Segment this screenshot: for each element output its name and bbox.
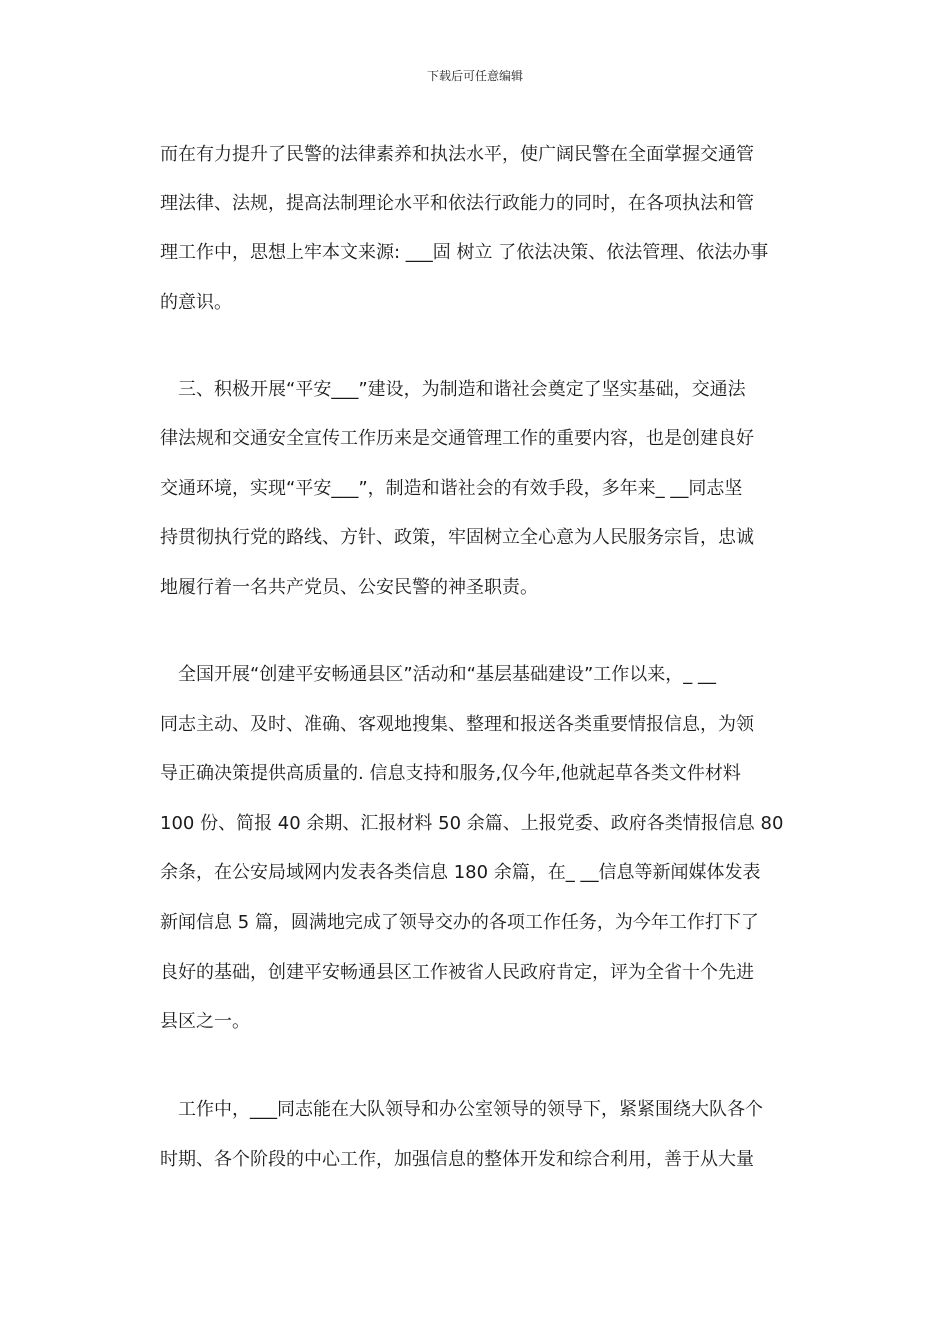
paragraph-line: 理工作中，思想上牢本文来源: ___固 树立 了依法决策、依法管理、依法办事 bbox=[160, 242, 769, 263]
paragraph-line: 律法规和交通安全宣传工作历来是交通管理工作的重要内容，也是创建良好 bbox=[160, 428, 754, 449]
paragraph-line: 持贯彻执行党的路线、方针、政策，牢固树立全心意为人民服务宗旨，忠诚 bbox=[160, 527, 754, 548]
paragraph-line: 而在有力提升了民警的法律素养和执法水平，使广阔民警在全面掌握交通管 bbox=[160, 144, 754, 165]
paragraph-line: 县区之一。 bbox=[160, 1011, 250, 1032]
paragraph-line: 新闻信息 5 篇，圆满地完成了领导交办的各项工作任务，为今年工作打下了 bbox=[160, 912, 759, 933]
paragraph-line: 工作中，___同志能在大队领导和办公室领导的领导下，紧紧围绕大队各个 bbox=[160, 1099, 763, 1120]
paragraph-line: 的意识。 bbox=[160, 292, 232, 313]
paragraph-line: 全国开展“创建平安畅通县区”活动和“基层基础建设”工作以来，_ __ bbox=[160, 664, 717, 685]
paragraph-line: 理法律、法规，提高法制理论水平和依法行政能力的同时，在各项执法和管 bbox=[160, 193, 754, 214]
paragraph-line: 导正确决策提供高质量的. 信息支持和服务,仅今年,他就起草各类文件材料 bbox=[160, 763, 741, 784]
paragraph-line: 三、积极开展“平安___”建设，为制造和谐社会奠定了坚实基础，交通法 bbox=[160, 379, 746, 400]
page-header: 下载后可任意编辑 bbox=[426, 69, 523, 83]
paragraph-line: 余条，在公安局域网内发表各类信息 180 余篇，在_ __信息等新闻媒体发表 bbox=[160, 862, 761, 883]
paragraph-line: 良好的基础，创建平安畅通县区工作被省人民政府肯定，评为全省十个先进 bbox=[160, 962, 754, 983]
paragraph-line: 同志主动、及时、准确、客观地搜集、整理和报送各类重要情报信息，为领 bbox=[160, 714, 754, 735]
paragraph-line: 交通环境，实现“平安___”，制造和谐社会的有效手段，多年来_ __同志坚 bbox=[160, 478, 743, 499]
paragraph-line: 100 份、简报 40 余期、汇报材料 50 余篇、上报党委、政府各类情报信息 80 bbox=[160, 813, 784, 834]
paragraph-line: 地履行着一名共产党员、公安民警的神圣职责。 bbox=[160, 577, 538, 598]
paragraph-line: 时期、各个阶段的中心工作，加强信息的整体开发和综合利用，善于从大量 bbox=[160, 1149, 754, 1170]
